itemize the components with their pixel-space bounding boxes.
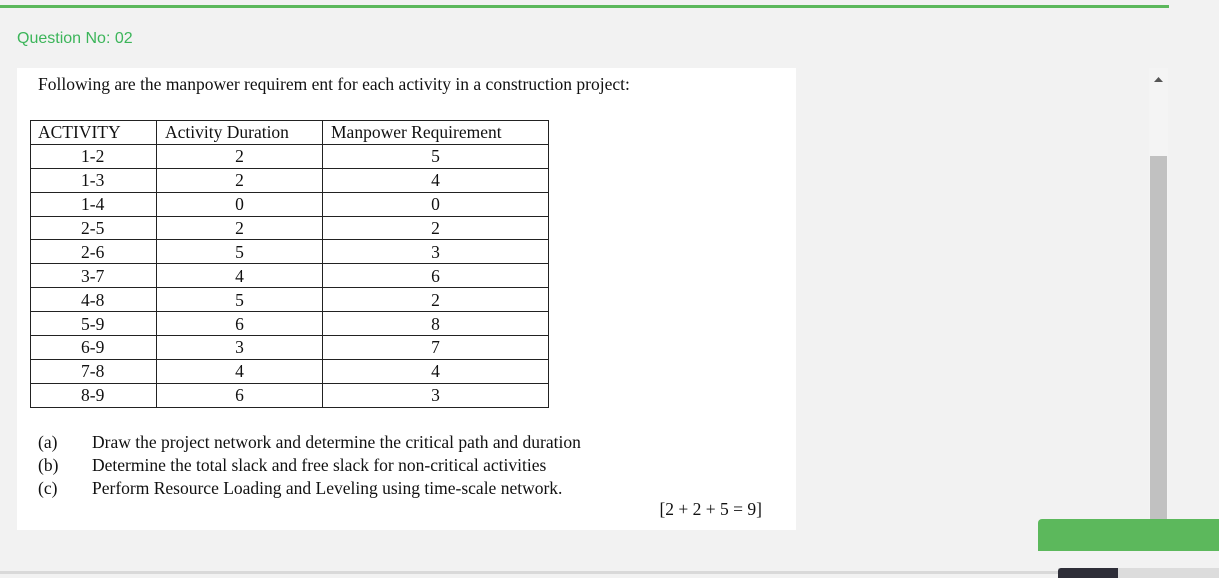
question-part <box>38 477 581 500</box>
table-row <box>31 336 549 360</box>
manpower-cell: 2 <box>323 288 549 312</box>
scrollbar-thumb[interactable] <box>1150 156 1167 528</box>
question-intro: Following are the manpower requirem ent for each activity in a construction project: <box>38 74 630 94</box>
duration-cell: 2 <box>157 144 323 168</box>
action-tab[interactable] <box>1038 519 1219 551</box>
activity-cell: 6-9 <box>31 336 157 360</box>
manpower-cell: 4 <box>323 359 549 383</box>
manpower-cell: 6 <box>323 264 549 288</box>
table-row <box>31 312 549 336</box>
activity-cell: 7-8 <box>31 359 157 383</box>
table-row <box>31 168 549 192</box>
table-row <box>31 264 549 288</box>
marks-breakdown: [2 + 2 + 5 = 9] <box>659 499 762 519</box>
thumbnail-image <box>1058 568 1118 578</box>
vertical-scrollbar[interactable] <box>1149 68 1168 528</box>
manpower-cell: 3 <box>323 240 549 264</box>
table-row <box>31 288 549 312</box>
activity-cell: 1-3 <box>31 168 157 192</box>
activity-cell: 2-5 <box>31 216 157 240</box>
question-title: Question No: 02 <box>17 30 133 47</box>
manpower-cell: 8 <box>323 312 549 336</box>
manpower-cell: 3 <box>323 383 549 407</box>
duration-cell: 6 <box>157 312 323 336</box>
duration-cell: 2 <box>157 216 323 240</box>
duration-cell: 3 <box>157 336 323 360</box>
part-text: Determine the total slack and free slack for non-critical activities <box>92 455 547 475</box>
activity-cell: 8-9 <box>31 383 157 407</box>
duration-cell: 0 <box>157 192 323 216</box>
duration-cell: 2 <box>157 168 323 192</box>
duration-cell: 4 <box>157 264 323 288</box>
question-image <box>17 68 796 530</box>
activity-cell: 2-6 <box>31 240 157 264</box>
column-header: Activity Duration <box>157 121 323 145</box>
activity-cell: 1-4 <box>31 192 157 216</box>
part-label: (b) <box>38 455 59 475</box>
table-header-row <box>31 121 549 145</box>
activity-cell: 4-8 <box>31 288 157 312</box>
manpower-cell: 4 <box>323 168 549 192</box>
part-label: (c) <box>38 478 58 498</box>
duration-cell: 4 <box>157 359 323 383</box>
column-header: Manpower Requirement <box>323 121 549 145</box>
activity-cell: 3-7 <box>31 264 157 288</box>
manpower-cell: 5 <box>323 144 549 168</box>
duration-cell: 5 <box>157 288 323 312</box>
part-text: Draw the project network and determine the critical path and duration <box>92 432 581 452</box>
activity-cell: 1-2 <box>31 144 157 168</box>
table-row <box>31 144 549 168</box>
question-part <box>38 431 581 454</box>
part-label: (a) <box>38 432 58 452</box>
question-part <box>38 454 581 477</box>
part-text: Perform Resource Loading and Leveling using time-scale network. <box>92 478 563 498</box>
manpower-table <box>30 120 549 408</box>
table-row <box>31 240 549 264</box>
table-row <box>31 383 549 407</box>
activity-cell: 5-9 <box>31 312 157 336</box>
duration-cell: 6 <box>157 383 323 407</box>
duration-cell: 5 <box>157 240 323 264</box>
caret-up-icon[interactable] <box>1149 72 1168 86</box>
manpower-cell: 2 <box>323 216 549 240</box>
manpower-cell: 0 <box>323 192 549 216</box>
table-row <box>31 359 549 383</box>
table-row <box>31 216 549 240</box>
column-header: ACTIVITY <box>31 121 157 145</box>
table-row <box>31 192 549 216</box>
question-panel <box>0 5 1169 571</box>
manpower-cell: 7 <box>323 336 549 360</box>
question-parts <box>38 431 581 500</box>
thumbnail-preview[interactable] <box>1058 568 1219 578</box>
divider <box>0 571 1169 574</box>
